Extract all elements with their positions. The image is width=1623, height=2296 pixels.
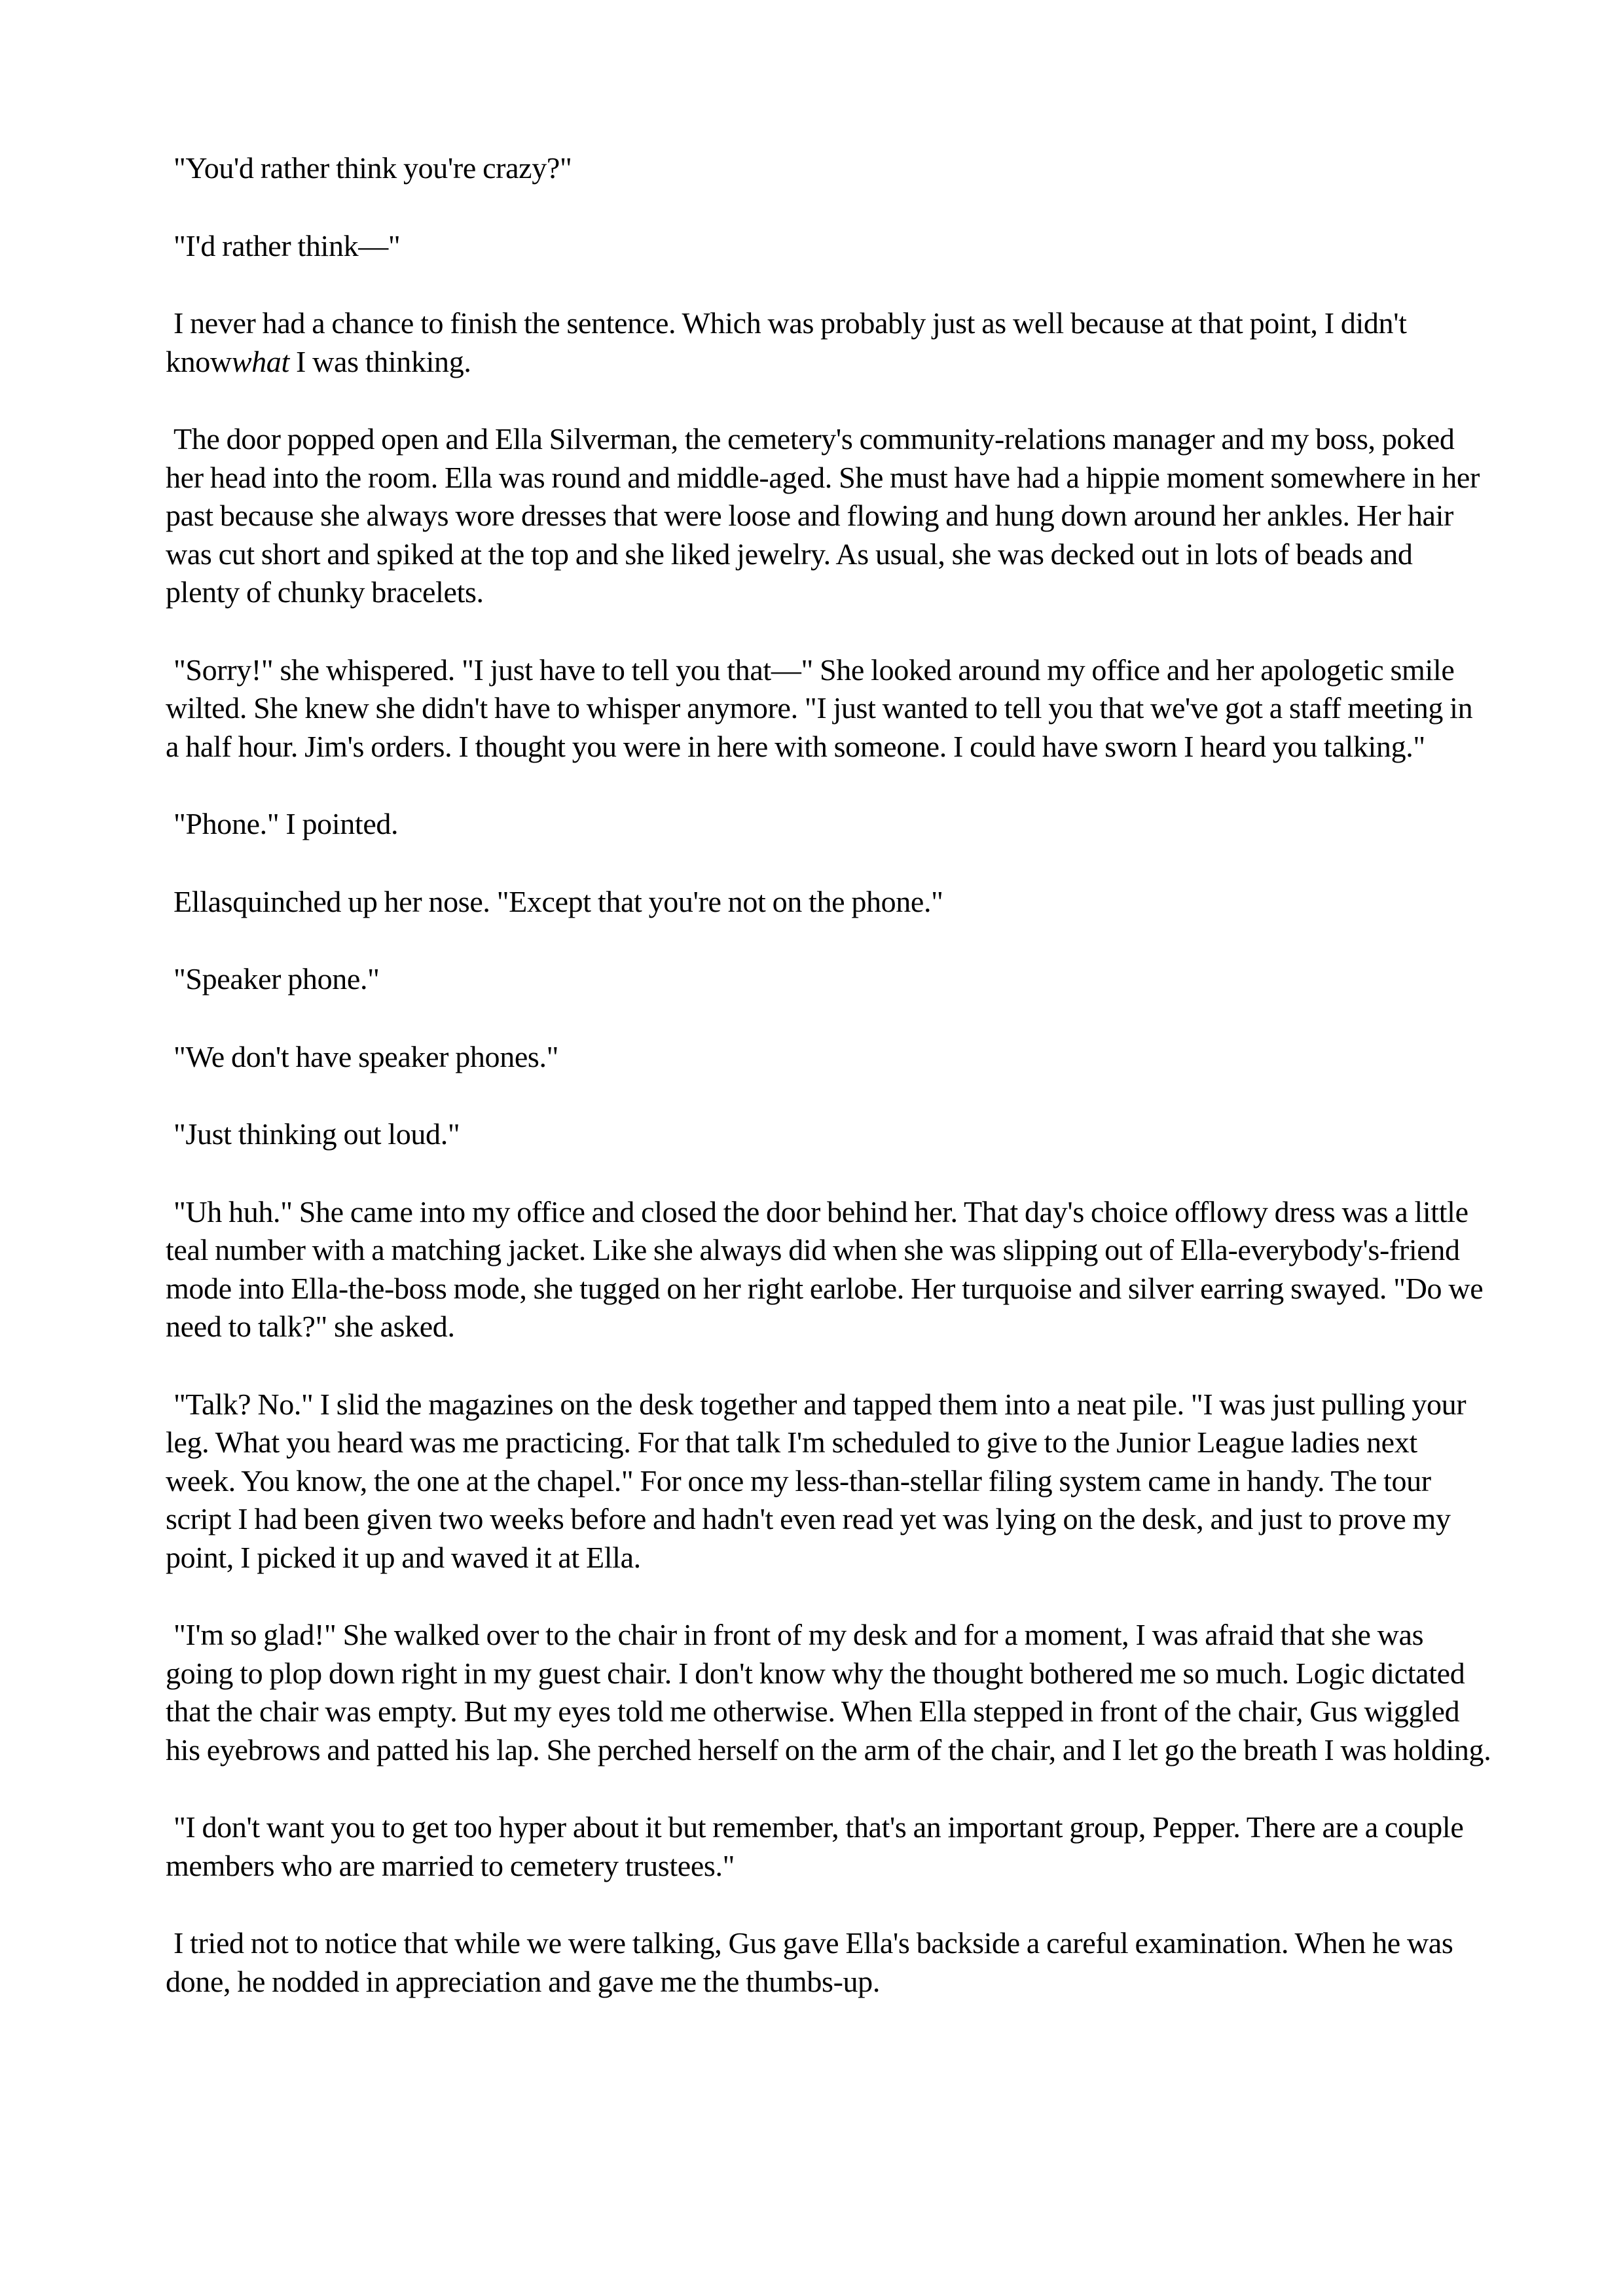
paragraph-15: I tried not to notice that while we were talking, Gus gave Ella's backside a careful examination. When he was done, he nodded in appreciation and gave me the thumbs-up. xyxy=(166,1926,1453,1998)
paragraph-10: "Just thinking out loud." xyxy=(173,1117,460,1151)
paragraph-12: "Talk? No." I slid the magazines on the desk together and tapped them into a neat pile. "I was just pulling your leg. What you heard was me practicing. For that talk I'm scheduled to give to the Junior League ladies next week. You know, the one at the chapel." For once my less-than-stellar filing system came in handy. The tour script I had been given two weeks before and hadn't even read yet was lying on the desk, and just to prove my point, I picked it up and waved it at Ella. xyxy=(166,1387,1467,1574)
paragraph-2: "I'd rather think—" xyxy=(173,228,401,262)
paragraph-13: "I'm so glad!" She walked over to the chair in front of my desk and for a moment, I was afraid that she was going to plop down right in my guest chair. I don't know why the thought bothered me so much. Logic dictated that the chair was empty. But my eyes told me otherwise. When Ella stepped in front of the chair, Gus wiggled his eyebrows and patted his lap. She perched herself on the arm of the chair, and I let go the breath I was holding. xyxy=(166,1618,1491,1767)
paragraph-8: "Speaker phone." xyxy=(173,962,380,996)
paragraph-3 xyxy=(166,304,1492,381)
paragraph-4: The door popped open and Ella Silverman, the cemetery's community-relations manager and my boss, poked her head into the room. Ella was round and middle-aged. She must have had a hippie moment somewhere in her past because she always wore dresses that were loose and flowing and hung down around her ankles. Her hair was cut short and spiked at the top and she liked jewelry. As usual, she was decked out in lots of beads and plenty of chunky bracelets. xyxy=(166,422,1480,609)
paragraph-3-after: I was thinking. xyxy=(289,344,471,378)
paragraph-6: "Phone." I pointed. xyxy=(173,807,399,840)
paragraph-11: "Uh huh." She came into my office and closed the door behind her. That day's choice offlowy dress was a little teal number with a matching jacket. Like she always did when she was slipping out of Ella-everybody's-friend mode into Ella-the-boss mode, she tugged on her right earlobe. Her turquoise and silver earring swayed. "Do we need to talk?" she asked. xyxy=(166,1194,1484,1343)
paragraph-7: Ellasquinched up her nose. "Except that you're not on the phone." xyxy=(173,884,943,918)
paragraph-1: "You'd rather think you're crazy?" xyxy=(173,151,572,185)
emphasized-word: what xyxy=(231,344,289,378)
paragraph-14: "I don't want you to get too hyper about it but remember, that's an important group, Pepper. There are a couple members who are married to cemetery trustees." xyxy=(166,1810,1464,1882)
paragraph-3-before: I never had a chance to finish the sentence. Which was probably just as well because at that point, I didn't know xyxy=(166,306,1407,378)
paragraph-9: "We don't have speaker phones." xyxy=(173,1039,559,1073)
paragraph-5: "Sorry!" she whispered. "I just have to tell you that—" She looked around my office and her apologetic smile wilted. She knew she didn't have to whisper anymore. "I just wanted to tell you that we've got a staff meeting in a half hour. Jim's orders. I thought you were in here with someone. I could have sworn I heard you talking." xyxy=(166,653,1473,763)
